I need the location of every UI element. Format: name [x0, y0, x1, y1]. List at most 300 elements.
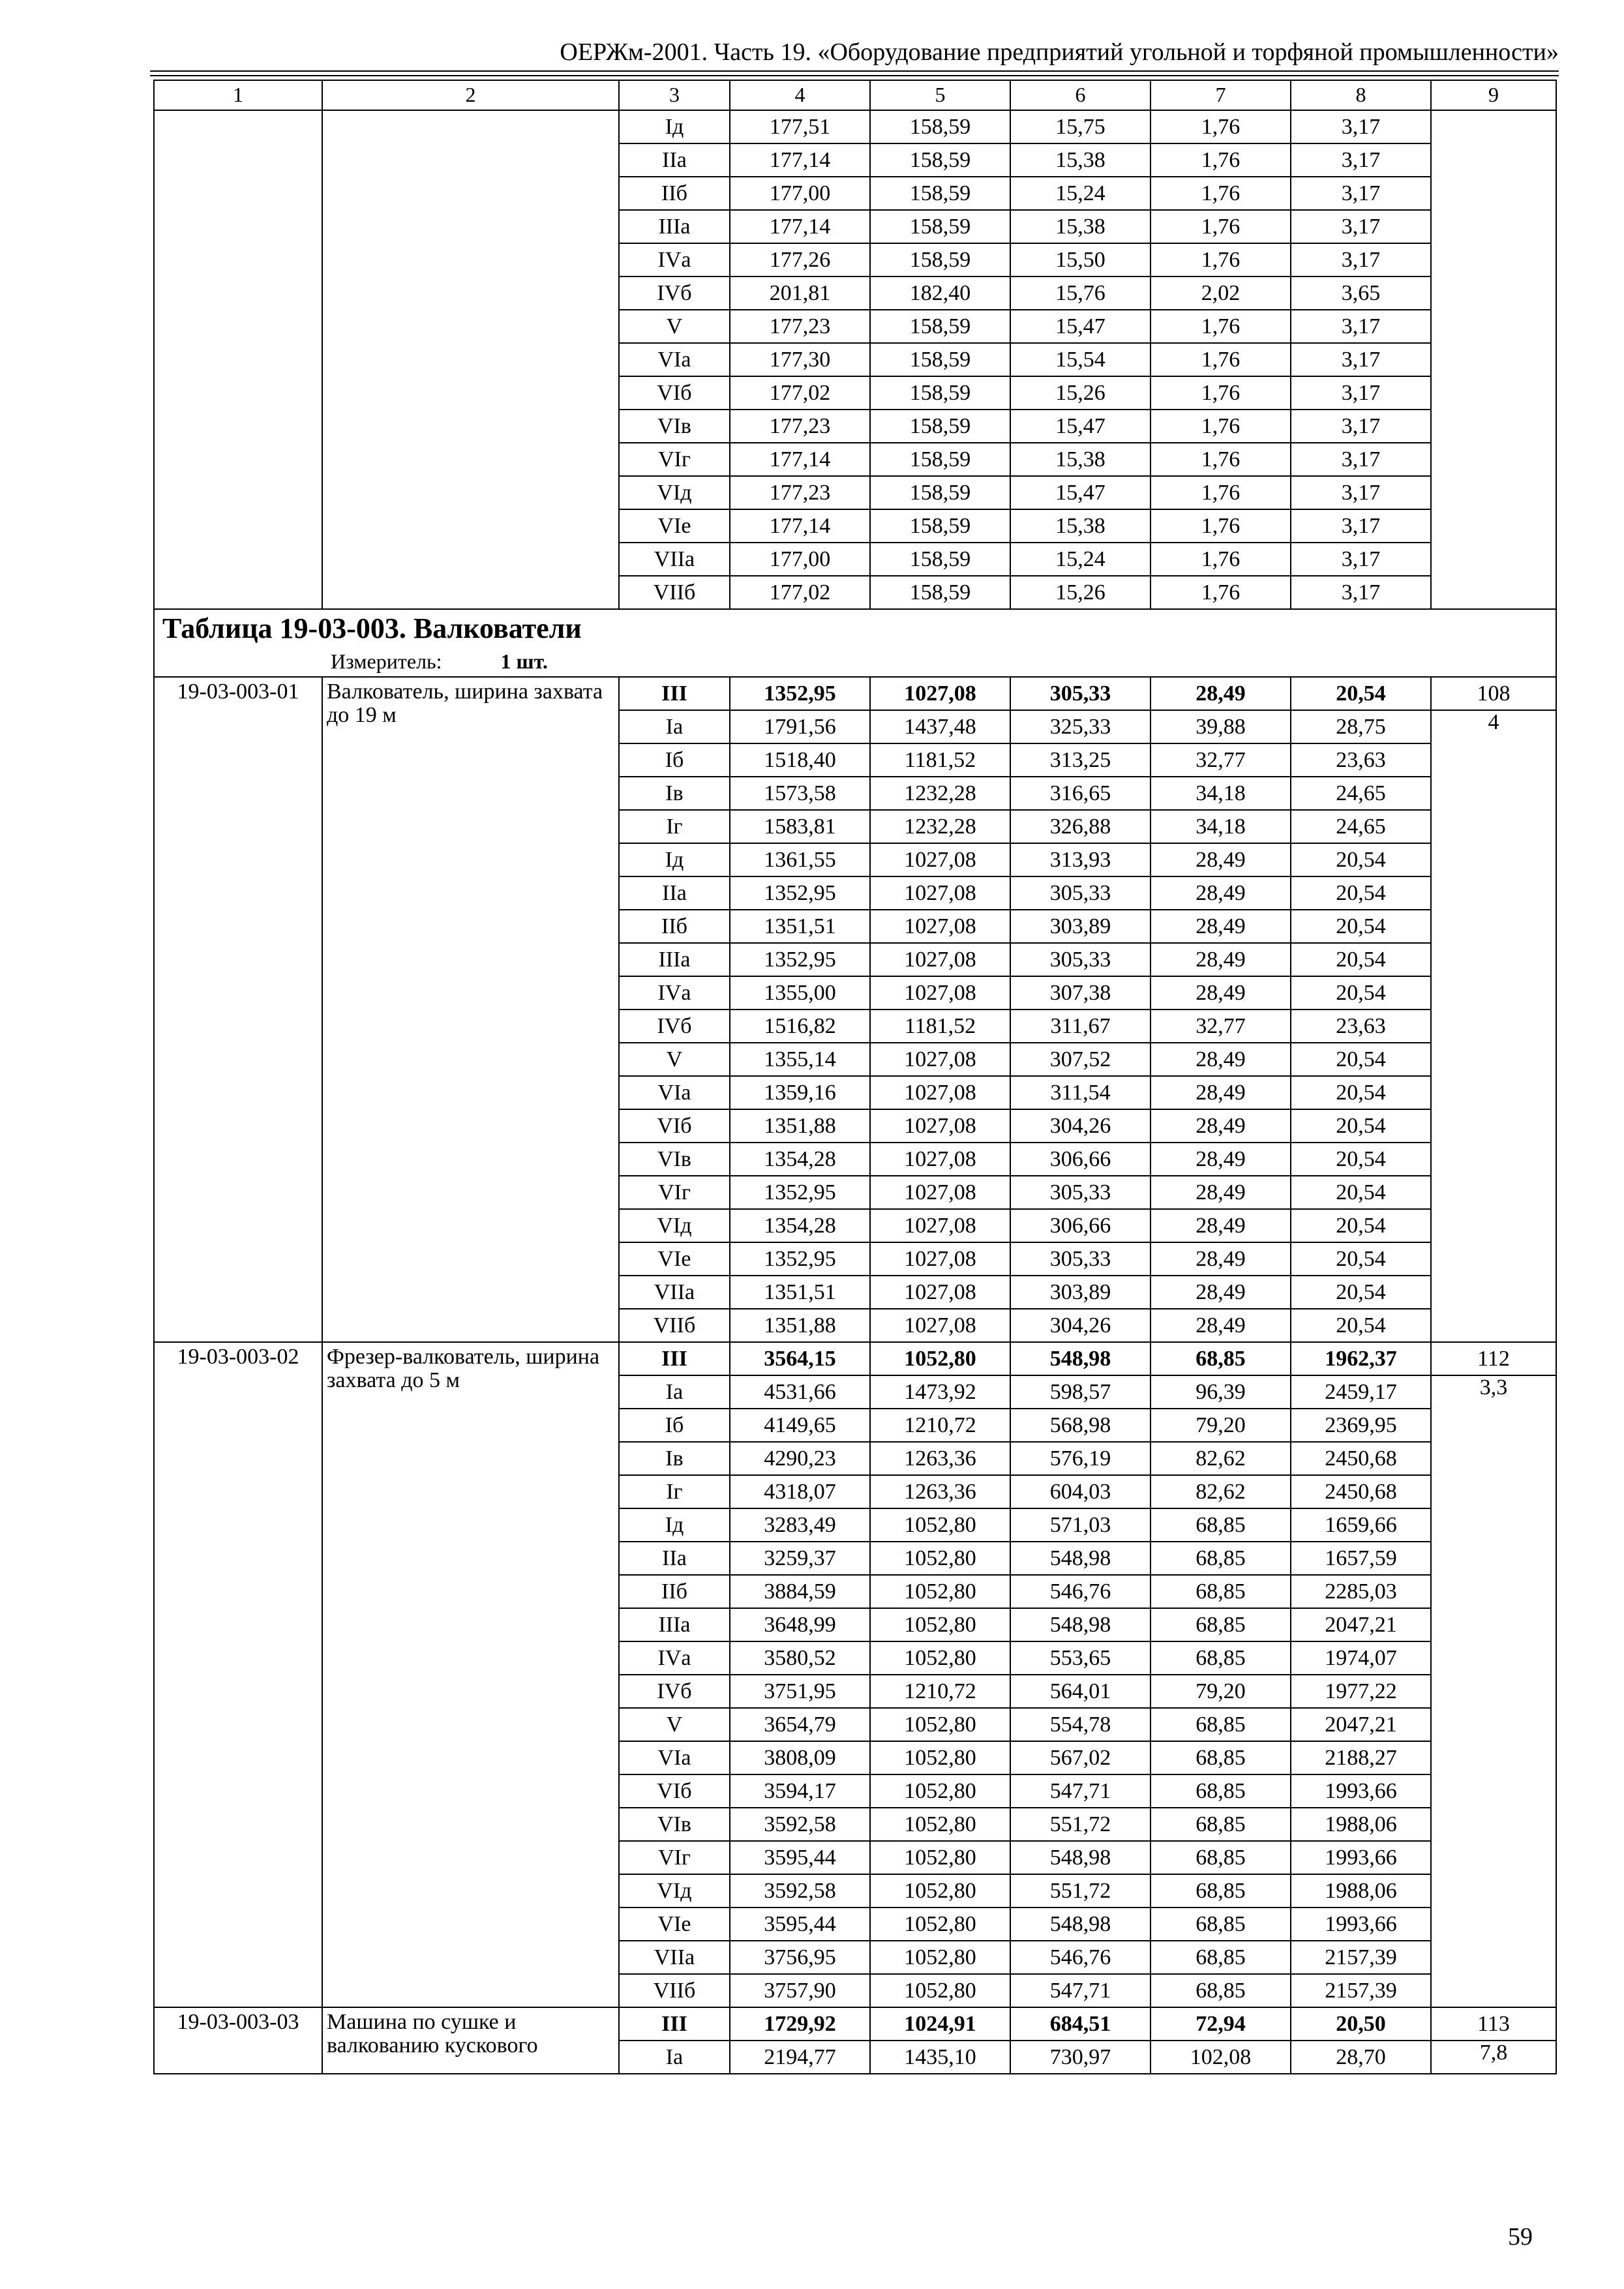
value-cell: 1729,92: [730, 2007, 870, 2041]
value-cell: 1232,28: [870, 810, 1010, 843]
value-cell: 32,77: [1150, 743, 1291, 777]
value-cell: 2369,95: [1291, 1409, 1431, 1442]
zone-cell: VIа: [619, 1741, 730, 1774]
value-cell: 20,54: [1291, 1143, 1431, 1176]
value-cell: 177,23: [730, 410, 870, 443]
value-cell: 2450,68: [1291, 1442, 1431, 1475]
table-row: [154, 2007, 1556, 2041]
value-cell: 1052,80: [870, 1908, 1010, 1941]
value-cell: 1052,80: [870, 1342, 1010, 1375]
value-cell: 3259,37: [730, 1542, 870, 1575]
value-cell: 305,33: [1010, 876, 1150, 910]
value-cell: 79,20: [1150, 1409, 1291, 1442]
zone-cell: IIа: [619, 876, 730, 910]
value-cell: 177,02: [730, 376, 870, 410]
value-cell: 548,98: [1010, 1841, 1150, 1874]
value-cell: 3595,44: [730, 1908, 870, 1941]
value-cell: 3,17: [1291, 143, 1431, 177]
value-cell: 1354,28: [730, 1209, 870, 1242]
zone-cell: VIб: [619, 376, 730, 410]
value-cell: 28,70: [1291, 2041, 1431, 2074]
value-cell: 177,14: [730, 443, 870, 476]
value-cell: 15,47: [1010, 476, 1150, 509]
value-cell: 20,54: [1291, 1176, 1431, 1209]
zone-cell: IIб: [619, 1575, 730, 1608]
zone-cell: IIа: [619, 143, 730, 177]
value-cell: 2157,39: [1291, 1941, 1431, 1974]
value-cell: 15,38: [1010, 210, 1150, 243]
value-cell: 1052,80: [870, 1774, 1010, 1808]
zone-cell: Iг: [619, 1475, 730, 1508]
value-cell: 547,71: [1010, 1774, 1150, 1808]
zone-cell: VIв: [619, 410, 730, 443]
value-cell: 1027,08: [870, 1309, 1010, 1342]
code-cell: 19-03-003-03: [154, 2007, 322, 2074]
name-cell: [322, 110, 619, 609]
value-cell: 3,17: [1291, 343, 1431, 376]
zone-cell: IIб: [619, 910, 730, 943]
value-cell: 15,26: [1010, 376, 1150, 410]
value-cell: 1027,08: [870, 1076, 1010, 1109]
value-cell: 28,49: [1150, 677, 1291, 710]
value-cell: 1351,88: [730, 1309, 870, 1342]
value-cell: 177,00: [730, 543, 870, 576]
value-cell: 3,17: [1291, 576, 1431, 609]
value-cell: 68,85: [1150, 1542, 1291, 1575]
value-cell: 551,72: [1010, 1808, 1150, 1841]
value-cell: 553,65: [1010, 1641, 1150, 1675]
value-cell: 567,02: [1010, 1741, 1150, 1774]
value-cell: 158,59: [870, 576, 1010, 609]
value-cell: 2194,77: [730, 2041, 870, 2074]
value-cell: 313,93: [1010, 843, 1150, 876]
value-cell: 28,49: [1150, 1176, 1291, 1209]
value-cell: 604,03: [1010, 1475, 1150, 1508]
value-cell: 39,88: [1150, 710, 1291, 743]
value-cell: 68,85: [1150, 1508, 1291, 1542]
col9-cell: 3,3: [1431, 1375, 1556, 2007]
value-cell: 34,18: [1150, 777, 1291, 810]
value-cell: 1181,52: [870, 1010, 1010, 1043]
meter-cell: [154, 648, 1556, 677]
value-cell: 4531,66: [730, 1375, 870, 1409]
value-cell: 326,88: [1010, 810, 1150, 843]
value-cell: 1352,95: [730, 677, 870, 710]
value-cell: 3592,58: [730, 1808, 870, 1841]
value-cell: 177,23: [730, 310, 870, 343]
value-cell: 1052,80: [870, 1608, 1010, 1641]
value-cell: 3,65: [1291, 277, 1431, 310]
value-cell: 311,54: [1010, 1076, 1150, 1109]
value-cell: 1,76: [1150, 576, 1291, 609]
value-cell: 177,51: [730, 110, 870, 143]
value-cell: 158,59: [870, 509, 1010, 543]
value-cell: 158,59: [870, 210, 1010, 243]
value-cell: 2285,03: [1291, 1575, 1431, 1608]
value-cell: 3,17: [1291, 310, 1431, 343]
zone-cell: Iд: [619, 110, 730, 143]
value-cell: 303,89: [1010, 1276, 1150, 1309]
value-cell: 1027,08: [870, 910, 1010, 943]
zone-cell: IVб: [619, 277, 730, 310]
value-cell: 307,38: [1010, 976, 1150, 1010]
meter-label: Измеритель:: [331, 650, 442, 674]
value-cell: 304,26: [1010, 1109, 1150, 1143]
col9-cell: 112: [1431, 1342, 1556, 1375]
value-cell: 158,59: [870, 243, 1010, 277]
value-cell: 20,54: [1291, 1076, 1431, 1109]
value-cell: 2157,39: [1291, 1974, 1431, 2007]
value-cell: 576,19: [1010, 1442, 1150, 1475]
zone-cell: VIIа: [619, 1276, 730, 1309]
value-cell: 3564,15: [730, 1342, 870, 1375]
column-number: 4: [730, 80, 870, 110]
column-number: 5: [870, 80, 1010, 110]
value-cell: 177,14: [730, 509, 870, 543]
value-cell: 28,49: [1150, 1309, 1291, 1342]
value-cell: 68,85: [1150, 1741, 1291, 1774]
zone-cell: Iв: [619, 777, 730, 810]
zone-cell: VIг: [619, 443, 730, 476]
value-cell: 158,59: [870, 143, 1010, 177]
value-cell: 158,59: [870, 376, 1010, 410]
value-cell: 68,85: [1150, 1974, 1291, 2007]
value-cell: 1974,07: [1291, 1641, 1431, 1675]
value-cell: 28,49: [1150, 910, 1291, 943]
value-cell: 3,17: [1291, 243, 1431, 277]
zone-cell: VIе: [619, 509, 730, 543]
value-cell: 313,25: [1010, 743, 1150, 777]
value-cell: 1993,66: [1291, 1841, 1431, 1874]
value-cell: 548,98: [1010, 1908, 1150, 1941]
value-cell: 1027,08: [870, 1209, 1010, 1242]
value-cell: 1,76: [1150, 177, 1291, 210]
value-cell: 3648,99: [730, 1608, 870, 1641]
col9-cell: [1431, 110, 1556, 609]
zone-cell: Iд: [619, 843, 730, 876]
zone-cell: VIа: [619, 343, 730, 376]
zone-cell: VIг: [619, 1176, 730, 1209]
value-cell: 1361,55: [730, 843, 870, 876]
value-cell: 68,85: [1150, 1874, 1291, 1908]
zone-cell: IIб: [619, 177, 730, 210]
column-number: 8: [1291, 80, 1431, 110]
value-cell: 15,38: [1010, 509, 1150, 543]
value-cell: 3751,95: [730, 1675, 870, 1708]
value-cell: 547,71: [1010, 1974, 1150, 2007]
value-cell: 2047,21: [1291, 1708, 1431, 1741]
value-cell: 1352,95: [730, 1176, 870, 1209]
value-cell: 1052,80: [870, 1841, 1010, 1874]
value-cell: 1024,91: [870, 2007, 1010, 2041]
value-cell: 28,49: [1150, 1076, 1291, 1109]
value-cell: 3808,09: [730, 1741, 870, 1774]
value-cell: 3,17: [1291, 210, 1431, 243]
col9-cell: 7,8: [1431, 2041, 1556, 2074]
header-rule: [150, 70, 1559, 72]
table-body: [154, 80, 1556, 2074]
value-cell: 3580,52: [730, 1641, 870, 1675]
value-cell: 598,57: [1010, 1375, 1150, 1409]
value-cell: 28,49: [1150, 1242, 1291, 1276]
value-cell: 20,54: [1291, 1276, 1431, 1309]
col9-cell: 4: [1431, 710, 1556, 1342]
table-title: Таблица 19-03-003. Валкователи: [162, 612, 582, 644]
value-cell: 20,54: [1291, 677, 1431, 710]
column-number: 2: [322, 80, 619, 110]
value-cell: 551,72: [1010, 1874, 1150, 1908]
zone-cell: VIд: [619, 476, 730, 509]
value-cell: 1027,08: [870, 1043, 1010, 1076]
value-cell: 1181,52: [870, 743, 1010, 777]
table-row: [154, 1342, 1556, 1375]
value-cell: 20,54: [1291, 1309, 1431, 1342]
value-cell: 1263,36: [870, 1475, 1010, 1508]
value-cell: 20,54: [1291, 1242, 1431, 1276]
value-cell: 1027,08: [870, 1176, 1010, 1209]
table-row: [154, 677, 1556, 710]
value-cell: 1657,59: [1291, 1542, 1431, 1575]
value-cell: 1052,80: [870, 1808, 1010, 1841]
value-cell: 1,76: [1150, 243, 1291, 277]
value-cell: 68,85: [1150, 1708, 1291, 1741]
value-cell: 684,51: [1010, 2007, 1150, 2041]
value-cell: 548,98: [1010, 1342, 1150, 1375]
meter-value: 1 шт.: [500, 650, 548, 674]
value-cell: 1977,22: [1291, 1675, 1431, 1708]
value-cell: 201,81: [730, 277, 870, 310]
value-cell: 3654,79: [730, 1708, 870, 1741]
zone-cell: IVа: [619, 1641, 730, 1675]
zone-cell: IIIа: [619, 943, 730, 976]
value-cell: 34,18: [1150, 810, 1291, 843]
value-cell: 24,65: [1291, 777, 1431, 810]
value-cell: 28,49: [1150, 843, 1291, 876]
value-cell: 306,66: [1010, 1143, 1150, 1176]
value-cell: 1,76: [1150, 543, 1291, 576]
value-cell: 15,26: [1010, 576, 1150, 609]
value-cell: 305,33: [1010, 943, 1150, 976]
zone-cell: VIб: [619, 1109, 730, 1143]
value-cell: 554,78: [1010, 1708, 1150, 1741]
value-cell: 546,76: [1010, 1941, 1150, 1974]
value-cell: 3,17: [1291, 443, 1431, 476]
value-cell: 72,94: [1150, 2007, 1291, 2041]
value-cell: 102,08: [1150, 2041, 1291, 2074]
value-cell: 68,85: [1150, 1841, 1291, 1874]
value-cell: 3283,49: [730, 1508, 870, 1542]
col9-cell: 108: [1431, 677, 1556, 710]
value-cell: 158,59: [870, 343, 1010, 376]
value-cell: 3592,58: [730, 1874, 870, 1908]
value-cell: 20,54: [1291, 910, 1431, 943]
zone-cell: VIIб: [619, 1309, 730, 1342]
zone-cell: VIIб: [619, 1974, 730, 2007]
value-cell: 2188,27: [1291, 1741, 1431, 1774]
value-cell: 23,63: [1291, 743, 1431, 777]
zone-cell: IIIа: [619, 210, 730, 243]
value-cell: 1052,80: [870, 1508, 1010, 1542]
value-cell: 1,76: [1150, 476, 1291, 509]
zone-cell: VIд: [619, 1874, 730, 1908]
value-cell: 15,38: [1010, 443, 1150, 476]
column-number: 1: [154, 80, 322, 110]
zone-cell: III: [619, 2007, 730, 2041]
value-cell: 1,76: [1150, 143, 1291, 177]
value-cell: 325,33: [1010, 710, 1150, 743]
value-cell: 68,85: [1150, 1941, 1291, 1974]
value-cell: 1,76: [1150, 410, 1291, 443]
value-cell: 158,59: [870, 476, 1010, 509]
value-cell: 3595,44: [730, 1841, 870, 1874]
value-cell: 15,24: [1010, 177, 1150, 210]
value-cell: 1,76: [1150, 509, 1291, 543]
value-cell: 1,76: [1150, 443, 1291, 476]
value-cell: 1027,08: [870, 976, 1010, 1010]
value-cell: 1518,40: [730, 743, 870, 777]
value-cell: 316,65: [1010, 777, 1150, 810]
name-cell: Машина по сушке и валкованию кускового: [322, 2007, 619, 2074]
value-cell: 32,77: [1150, 1010, 1291, 1043]
value-cell: 548,98: [1010, 1542, 1150, 1575]
value-cell: 20,54: [1291, 1043, 1431, 1076]
zone-cell: VIг: [619, 1841, 730, 1874]
value-cell: 68,85: [1150, 1908, 1291, 1941]
zone-cell: VIв: [619, 1808, 730, 1841]
value-cell: 1027,08: [870, 1143, 1010, 1176]
value-cell: 1516,82: [730, 1010, 870, 1043]
table-title-row: [154, 609, 1556, 648]
value-cell: 1052,80: [870, 1974, 1010, 2007]
value-cell: 15,47: [1010, 410, 1150, 443]
value-cell: 1027,08: [870, 1276, 1010, 1309]
value-cell: 305,33: [1010, 677, 1150, 710]
value-cell: 1210,72: [870, 1409, 1010, 1442]
zone-cell: III: [619, 677, 730, 710]
value-cell: 1354,28: [730, 1143, 870, 1176]
value-cell: 79,20: [1150, 1675, 1291, 1708]
value-cell: 158,59: [870, 310, 1010, 343]
value-cell: 15,38: [1010, 143, 1150, 177]
value-cell: 1473,92: [870, 1375, 1010, 1409]
zone-cell: Iа: [619, 1375, 730, 1409]
value-cell: 158,59: [870, 543, 1010, 576]
value-cell: 182,40: [870, 277, 1010, 310]
zone-cell: V: [619, 1043, 730, 1076]
value-cell: 1,76: [1150, 376, 1291, 410]
value-cell: 177,02: [730, 576, 870, 609]
column-number: 7: [1150, 80, 1291, 110]
value-cell: 2047,21: [1291, 1608, 1431, 1641]
value-cell: 177,00: [730, 177, 870, 210]
value-cell: 28,49: [1150, 876, 1291, 910]
value-cell: 20,54: [1291, 1209, 1431, 1242]
value-cell: 1027,08: [870, 1109, 1010, 1143]
value-cell: 1210,72: [870, 1675, 1010, 1708]
col9-cell: 113: [1431, 2007, 1556, 2041]
value-cell: 177,23: [730, 476, 870, 509]
value-cell: 3,17: [1291, 543, 1431, 576]
zone-cell: Iа: [619, 2041, 730, 2074]
name-cell: Валкователь, ширина захвата до 19 м: [322, 677, 619, 1342]
zone-cell: V: [619, 1708, 730, 1741]
value-cell: 1351,51: [730, 910, 870, 943]
value-cell: 3,17: [1291, 110, 1431, 143]
value-cell: 15,76: [1010, 277, 1150, 310]
page-number: 59: [1508, 2223, 1533, 2251]
table-title-cell: [154, 609, 1556, 648]
value-cell: 1359,16: [730, 1076, 870, 1109]
value-cell: 68,85: [1150, 1641, 1291, 1675]
value-cell: 1,76: [1150, 110, 1291, 143]
price-table: [153, 80, 1557, 2074]
zone-cell: VIб: [619, 1774, 730, 1808]
value-cell: 158,59: [870, 177, 1010, 210]
value-cell: 1052,80: [870, 1941, 1010, 1974]
zone-cell: VIе: [619, 1908, 730, 1941]
value-cell: 4290,23: [730, 1442, 870, 1475]
value-cell: 28,49: [1150, 1109, 1291, 1143]
zone-cell: VIIа: [619, 543, 730, 576]
zone-cell: Iб: [619, 743, 730, 777]
value-cell: 158,59: [870, 443, 1010, 476]
zone-cell: V: [619, 310, 730, 343]
zone-cell: VIIа: [619, 1941, 730, 1974]
value-cell: 1027,08: [870, 677, 1010, 710]
value-cell: 1962,37: [1291, 1342, 1431, 1375]
value-cell: 3756,95: [730, 1941, 870, 1974]
column-number: 3: [619, 80, 730, 110]
value-cell: 177,14: [730, 210, 870, 243]
value-cell: 4149,65: [730, 1409, 870, 1442]
code-cell: 19-03-003-01: [154, 677, 322, 1342]
zone-cell: Iг: [619, 810, 730, 843]
value-cell: 28,49: [1150, 943, 1291, 976]
value-cell: 3,17: [1291, 476, 1431, 509]
value-cell: 1355,14: [730, 1043, 870, 1076]
value-cell: 1052,80: [870, 1542, 1010, 1575]
value-cell: 177,26: [730, 243, 870, 277]
value-cell: 1988,06: [1291, 1874, 1431, 1908]
value-cell: 20,54: [1291, 976, 1431, 1010]
value-cell: 68,85: [1150, 1774, 1291, 1808]
value-cell: 568,98: [1010, 1409, 1150, 1442]
value-cell: 15,47: [1010, 310, 1150, 343]
value-cell: 3,17: [1291, 509, 1431, 543]
value-cell: 28,75: [1291, 710, 1431, 743]
zone-cell: VIд: [619, 1209, 730, 1242]
value-cell: 1052,80: [870, 1874, 1010, 1908]
value-cell: 68,85: [1150, 1575, 1291, 1608]
value-cell: 1,76: [1150, 343, 1291, 376]
zone-cell: IVа: [619, 243, 730, 277]
zone-cell: Iб: [619, 1409, 730, 1442]
value-cell: 82,62: [1150, 1442, 1291, 1475]
zone-cell: Iв: [619, 1442, 730, 1475]
value-cell: 3884,59: [730, 1575, 870, 1608]
value-cell: 305,33: [1010, 1176, 1150, 1209]
value-cell: 2450,68: [1291, 1475, 1431, 1508]
value-cell: 20,50: [1291, 2007, 1431, 2041]
value-cell: 4318,07: [730, 1475, 870, 1508]
value-cell: 158,59: [870, 410, 1010, 443]
value-cell: 24,65: [1291, 810, 1431, 843]
value-cell: 177,14: [730, 143, 870, 177]
value-cell: 1791,56: [730, 710, 870, 743]
value-cell: 20,54: [1291, 1109, 1431, 1143]
value-cell: 303,89: [1010, 910, 1150, 943]
value-cell: 1352,95: [730, 876, 870, 910]
